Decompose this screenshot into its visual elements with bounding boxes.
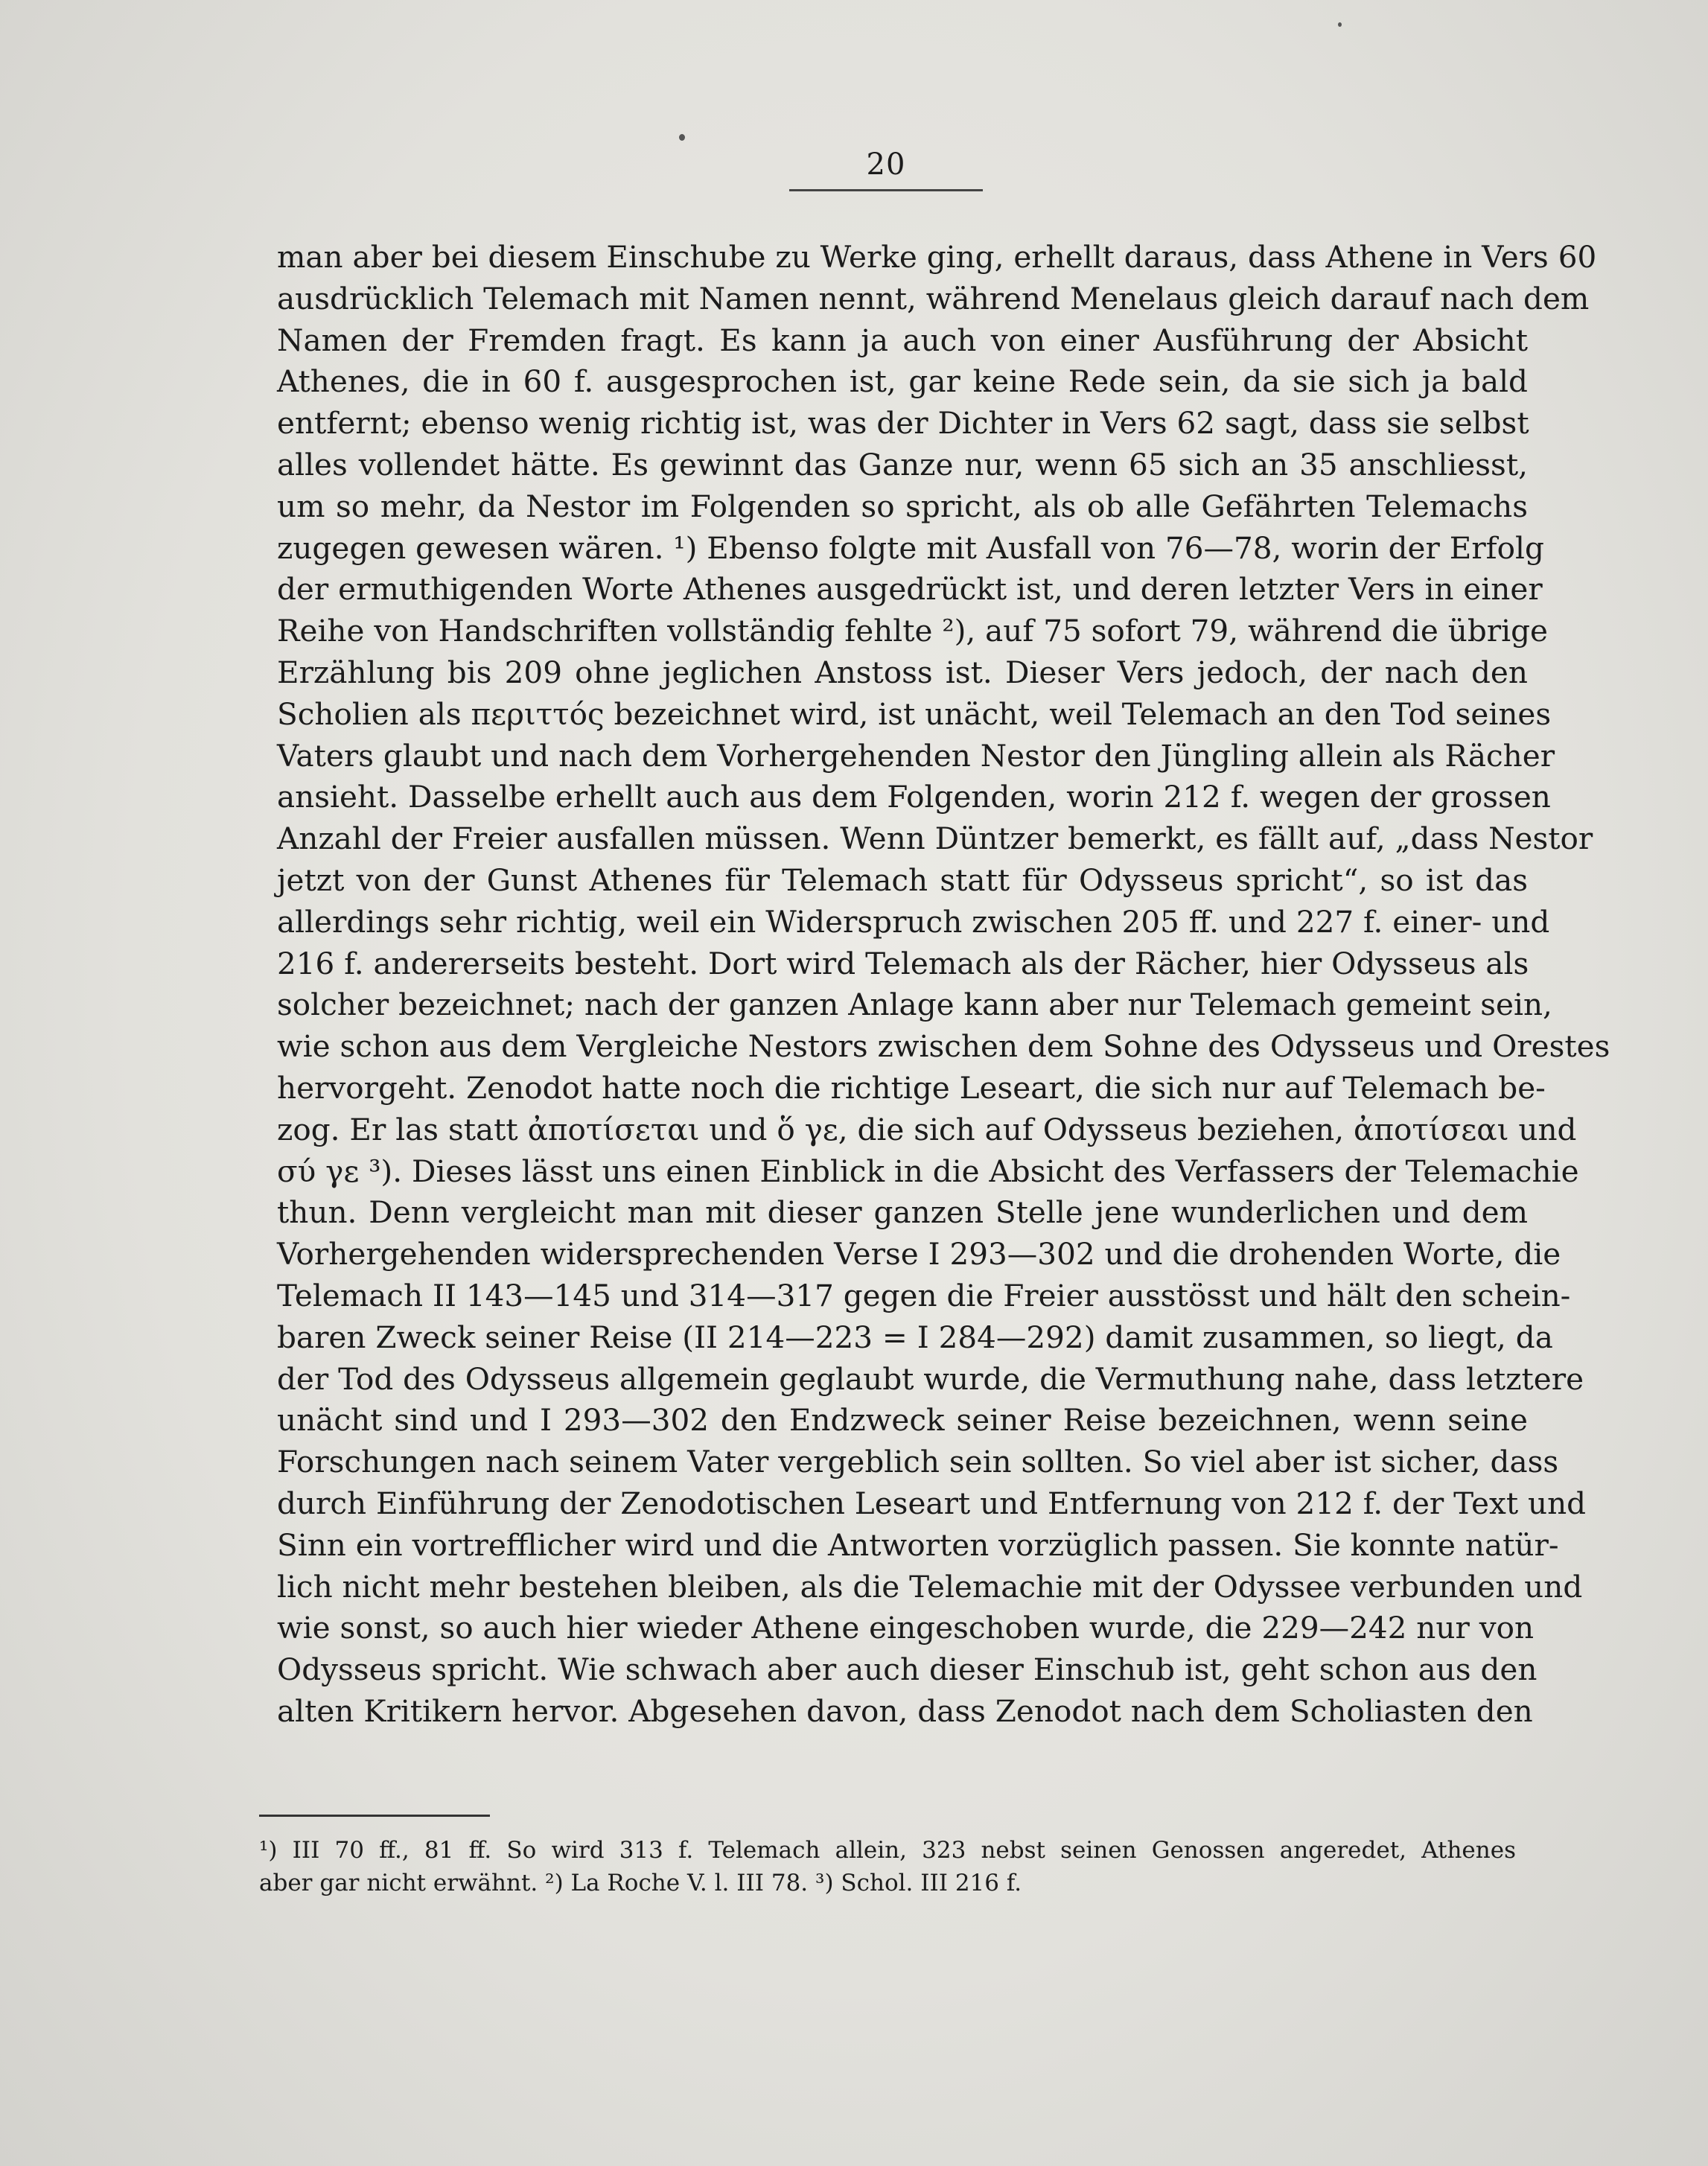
body-line: unächt sind und I 293—302 den Endzweck seiner Reise bezeichnen, wenn seine <box>277 1402 1528 1439</box>
body-line: alles vollendet hätte. Es gewinnt das Ganze nur, wenn 65 sich an 35 anschliesst, <box>277 446 1528 482</box>
footnotes <box>259 1834 1516 1899</box>
body-text <box>277 237 1610 1733</box>
body-line: Telemach II 143—145 und 314—317 gegen die Freier ausstösst und hält den schein- <box>277 1277 1571 1313</box>
footnote-line: ¹) III 70 ff., 81 ff. So wird 313 f. Telemach allein, 323 nebst seinen Genossen angeredet, Athenes <box>259 1837 1516 1864</box>
body-line: man aber bei diesem Einschube zu Werke ging, erhellt daraus, dass Athene in Vers 60 <box>277 239 1597 275</box>
body-line: Namen der Fremden fragt. Es kann ja auch von einer Ausführung der Absicht <box>277 322 1528 358</box>
body-line: zugegen gewesen wären. ¹) Ebenso folgte mit Ausfall von 76—78, worin der Erfolg <box>277 529 1544 566</box>
body-line: Anzahl der Freier ausfallen müssen. Wenn Düntzer bemerkt, es fällt auf, „dass Nestor <box>277 821 1593 857</box>
body-line: allerdings sehr richtig, weil ein Widerspruch zwischen 205 ff. und 227 f. einer- und <box>277 903 1550 940</box>
body-line: Erzählung bis 209 ohne jeglichen Anstoss ist. Dieser Vers jedoch, der nach den <box>277 654 1528 690</box>
body-line: entfernt; ebenso wenig richtig ist, was der Dichter in Vers 62 sagt, dass sie selbst <box>277 405 1529 442</box>
body-line: thun. Denn vergleicht man mit dieser ganzen Stelle jene wunderlichen und dem <box>277 1194 1528 1231</box>
body-line: baren Zweck seiner Reise (II 214—223 = I 284—292) damit zusammen, so liegt, da <box>277 1319 1553 1355</box>
body-line: ansieht. Dasselbe erhellt auch aus dem Folgenden, worin 212 f. wegen der grossen <box>277 779 1551 815</box>
body-line: ausdrücklich Telemach mit Namen nennt, während Menelaus gleich darauf nach dem <box>277 280 1590 316</box>
body-line: Vorhergehenden widersprechenden Verse I 293—302 und die drohenden Worte, die <box>277 1236 1561 1272</box>
body-line: solcher bezeichnet; nach der ganzen Anlage kann aber nur Telemach gemeint sein, <box>277 987 1552 1023</box>
body-line: Scholien als περιττός bezeichnet wird, ist unächt, weil Telemach an den Tod seines <box>277 695 1552 732</box>
body-line: wie schon aus dem Vergleiche Nestors zwischen dem Sohne des Odysseus und Orestes <box>277 1028 1610 1065</box>
body-line: zog. Er las statt ἀποτίσεται und ὅ γε, die sich auf Odysseus beziehen, ἀποτίσεαι und <box>277 1111 1577 1147</box>
page-number: 20 <box>789 147 983 191</box>
body-line: der ermuthigenden Worte Athenes ausgedrückt ist, und deren letzter Vers in einer <box>277 571 1543 608</box>
body-line: Reihe von Handschriften vollständig fehlte ²), auf 75 sofort 79, während die übrige <box>277 613 1548 649</box>
print-speck <box>679 134 685 141</box>
body-line: Sinn ein vortrefflicher wird und die Antworten vorzüglich passen. Sie konnte natür- <box>277 1526 1559 1563</box>
body-line: jetzt von der Gunst Athenes für Telemach statt für Odysseus spricht“, so ist das <box>277 861 1528 898</box>
print-speck <box>1338 22 1342 27</box>
body-line: alten Kritikern hervor. Abgesehen davon, dass Zenodot nach dem Scholiasten den <box>277 1692 1533 1729</box>
body-line: durch Einführung der Zenodotischen Leseart und Entfernung von 212 f. der Text und <box>277 1485 1587 1521</box>
body-line: Vaters glaubt und nach dem Vorhergehenden Nestor den Jüngling allein als Rächer <box>277 737 1555 774</box>
body-line: Athenes, die in 60 f. ausgesprochen ist, gar keine Rede sein, da sie sich ja bald <box>277 363 1528 400</box>
body-line: Odysseus spricht. Wie schwach aber auch dieser Einschub ist, geht schon aus den <box>277 1651 1537 1688</box>
body-line: 216 f. andererseits besteht. Dort wird Telemach als der Rächer, hier Odysseus als <box>277 945 1529 981</box>
footnote-line: aber gar nicht erwähnt. ²) La Roche V. l. III 78. ³) Schol. III 216 f. <box>259 1870 1022 1896</box>
body-line: hervorgeht. Zenodot hatte noch die richtige Leseart, die sich nur auf Telemach be- <box>277 1069 1546 1106</box>
body-line: lich nicht mehr bestehen bleiben, als die Telemachie mit der Odyssee verbunden und <box>277 1568 1583 1605</box>
body-line: um so mehr, da Nestor im Folgenden so spricht, als ob alle Gefährten Telemachs <box>277 488 1528 524</box>
body-line: σύ γε ³). Dieses lässt uns einen Einblick in die Absicht des Verfassers der Telemachie <box>277 1153 1579 1189</box>
body-line: Forschungen nach seinem Vater vergeblich sein sollten. So viel aber ist sicher, dass <box>277 1444 1559 1480</box>
body-line: wie sonst, so auch hier wieder Athene eingeschoben wurde, die 229—242 nur von <box>277 1610 1535 1646</box>
body-line: der Tod des Odysseus allgemein geglaubt wurde, die Vermuthung nahe, dass letztere <box>277 1360 1584 1397</box>
footnote-divider <box>259 1815 490 1817</box>
